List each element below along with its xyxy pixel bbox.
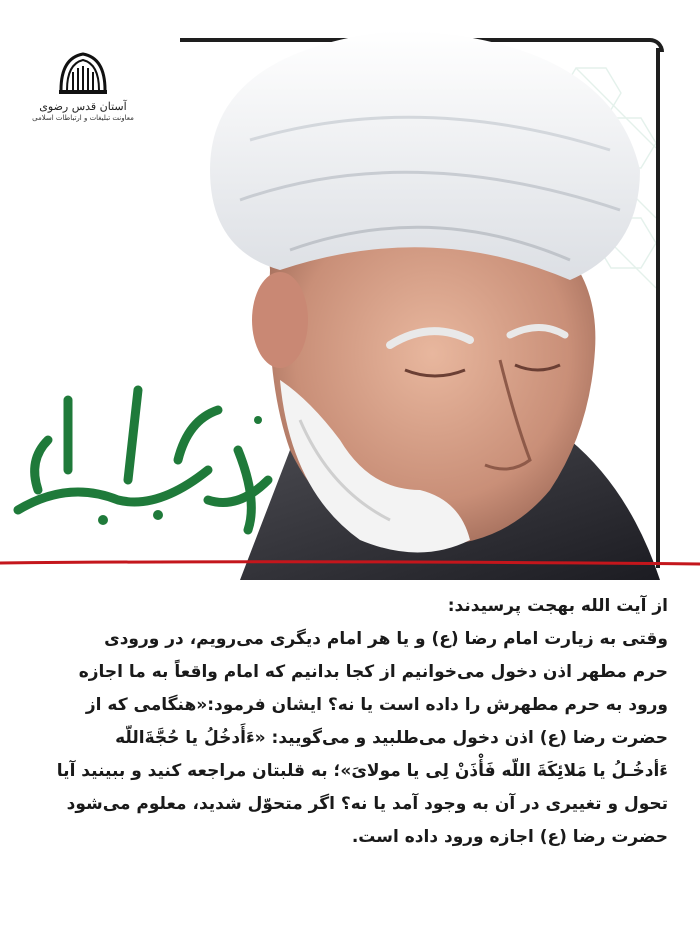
- quote-line: حضرت رضا (ع) اجازه ورود داده است.: [351, 827, 668, 847]
- quote-line: ءَأدخُـلُ یا مَلائِکَةَ اللّه فَأْذَنْ لِی یا مولایَ»؛ به قلبتان مراجعه کنید و ببینید آیا: [56, 761, 668, 781]
- quote-line: وقتی به زیارت امام رضا (ع) و یا هر امام دیگری می‌رویم، در ورودی: [104, 629, 668, 649]
- shrine-emblem-icon: [55, 50, 111, 98]
- quote-line: از آیت الله بهجت پرسیدند:: [447, 596, 668, 616]
- astan-quds-logo: [28, 50, 138, 132]
- quote-line: حضرت رضا (ع) اذن دخول می‌طلبید و می‌گویید: «ءَأَدخُلُ یا حُجَّةَاللّه: [115, 728, 668, 748]
- red-divider: [0, 560, 700, 566]
- logo-subtitle: معاونت تبلیغات و ارتباطات اسلامی: [32, 114, 134, 122]
- logo-name: آستان قدس رضوی: [39, 100, 127, 113]
- quote-line: ورود به حرم مطهرش را داده است یا نه؟ ایشان فرمود:«هنگامی که از: [85, 695, 668, 715]
- title-calligraphy: [8, 360, 288, 540]
- quote-line: حرم مطهر اذن دخول می‌خوانیم از کجا بدانیم که امام واقعاً به ما اجازه: [78, 662, 668, 682]
- quote-line: تحول و تغییری در آن به وجود آمد یا نه؟ اگر متحوّل شدید، معلوم می‌شود: [66, 794, 668, 814]
- quote-text: [28, 590, 668, 854]
